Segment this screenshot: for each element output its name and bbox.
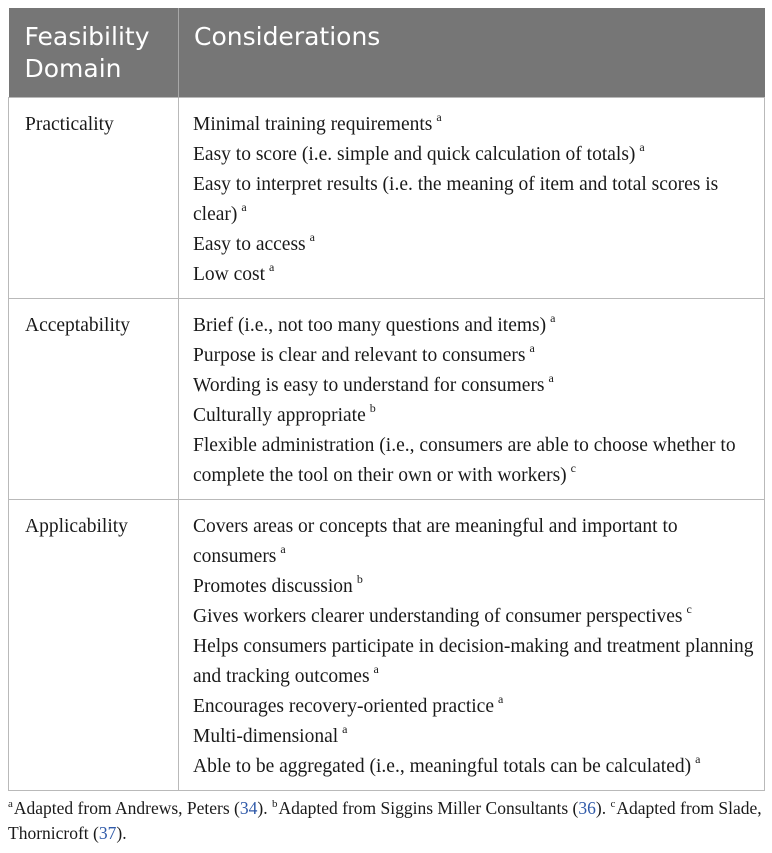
table-row bbox=[9, 299, 765, 500]
domain-cell: Practicality bbox=[9, 98, 179, 299]
footnote-end: ). bbox=[257, 798, 268, 818]
consideration-text: Wording is easy to understand for consumers bbox=[193, 375, 545, 396]
considerations-cell bbox=[179, 98, 765, 299]
footnote-a bbox=[8, 798, 268, 818]
footnote-marker: a bbox=[639, 140, 645, 154]
consideration-item bbox=[193, 371, 756, 401]
consideration-item bbox=[193, 230, 756, 260]
consideration-item bbox=[193, 431, 756, 491]
consideration-text: Covers areas or concepts that are meaningful and important to consumers bbox=[193, 516, 678, 567]
footnote-marker: a bbox=[436, 110, 442, 124]
footnote-marker: a bbox=[529, 341, 535, 355]
footnote-marker: a bbox=[309, 230, 315, 244]
consideration-text: Easy to score (i.e. simple and quick calculation of totals) bbox=[193, 144, 636, 165]
footnote-marker: a bbox=[269, 260, 275, 274]
footnote-marker: a bbox=[373, 662, 379, 676]
consideration-text: Easy to interpret results (i.e. the meaning of item and total scores is clear) bbox=[193, 174, 719, 225]
footnote-marker: c bbox=[686, 602, 692, 616]
footnote-mark: a bbox=[8, 798, 13, 810]
consideration-text: Flexible administration (i.e., consumers are able to choose whether to complete the tool on their own or with workers) bbox=[193, 435, 736, 486]
reference-link[interactable]: 36 bbox=[578, 798, 596, 818]
consideration-item bbox=[193, 752, 756, 782]
footnote-marker: a bbox=[241, 200, 247, 214]
consideration-text: Promotes discussion bbox=[193, 576, 353, 597]
domain-cell: Applicability bbox=[9, 500, 179, 791]
footnote-marker: b bbox=[369, 401, 376, 415]
consideration-text: Minimal training requirements bbox=[193, 114, 433, 135]
footnote-marker: a bbox=[342, 722, 348, 736]
footnote-mark: c bbox=[610, 798, 616, 810]
table-header-row bbox=[9, 8, 765, 98]
consideration-text: Easy to access bbox=[193, 234, 306, 255]
reference-link[interactable]: 34 bbox=[239, 798, 258, 818]
consideration-text: Culturally appropriate bbox=[193, 405, 366, 426]
footnote-marker: a bbox=[498, 692, 504, 706]
consideration-item bbox=[193, 110, 756, 140]
consideration-item bbox=[193, 632, 756, 692]
considerations-cell bbox=[179, 500, 765, 791]
consideration-item bbox=[193, 401, 756, 431]
reference-link[interactable]: 37 bbox=[98, 823, 117, 843]
footnote-text: Adapted from Siggins Miller Consultants ( bbox=[278, 798, 579, 818]
consideration-text: Brief (i.e., not too many questions and items) bbox=[193, 315, 547, 336]
domain-cell: Acceptability bbox=[9, 299, 179, 500]
consideration-item bbox=[193, 722, 756, 752]
footnote-end: ). bbox=[595, 798, 607, 818]
table-footnote bbox=[8, 796, 768, 846]
consideration-item bbox=[193, 140, 756, 170]
consideration-item bbox=[193, 170, 756, 230]
consideration-item bbox=[193, 341, 756, 371]
table-row bbox=[9, 98, 765, 299]
consideration-item bbox=[193, 512, 756, 572]
considerations-cell bbox=[179, 299, 765, 500]
table-row bbox=[9, 500, 765, 791]
footnote-marker: b bbox=[356, 572, 363, 586]
consideration-item bbox=[193, 572, 756, 602]
consideration-text: Helps consumers participate in decision-making and treatment planning and tracking outcomes bbox=[193, 636, 754, 687]
feasibility-table bbox=[8, 8, 765, 791]
footnote-marker: c bbox=[570, 461, 576, 475]
footnote-end: ). bbox=[116, 823, 127, 843]
footnote-b bbox=[272, 798, 606, 818]
header-feasibility-domain: Feasibility Domain bbox=[9, 8, 179, 98]
consideration-item bbox=[193, 311, 756, 341]
consideration-text: Gives workers clearer understanding of consumer perspectives bbox=[193, 606, 683, 627]
consideration-text: Multi-dimensional bbox=[193, 726, 339, 747]
footnote-text: Adapted from Andrews, Peters ( bbox=[13, 798, 240, 818]
footnote-mark: b bbox=[271, 798, 278, 810]
footnote-text: Adapted from Slade, Thornicroft ( bbox=[8, 798, 762, 843]
footnote-marker: a bbox=[550, 311, 556, 325]
consideration-item bbox=[193, 260, 756, 290]
consideration-text: Purpose is clear and relevant to consumers bbox=[193, 345, 526, 366]
consideration-text: Able to be aggregated (i.e., meaningful totals can be calculated) bbox=[193, 756, 692, 777]
consideration-item bbox=[193, 692, 756, 722]
header-considerations: Considerations bbox=[179, 8, 765, 98]
consideration-text: Encourages recovery-oriented practice bbox=[193, 696, 494, 717]
footnote-marker: a bbox=[548, 371, 554, 385]
footnote-marker: a bbox=[280, 542, 286, 556]
consideration-text: Low cost bbox=[193, 264, 266, 285]
footnote-marker: a bbox=[695, 752, 701, 766]
consideration-item bbox=[193, 602, 756, 632]
